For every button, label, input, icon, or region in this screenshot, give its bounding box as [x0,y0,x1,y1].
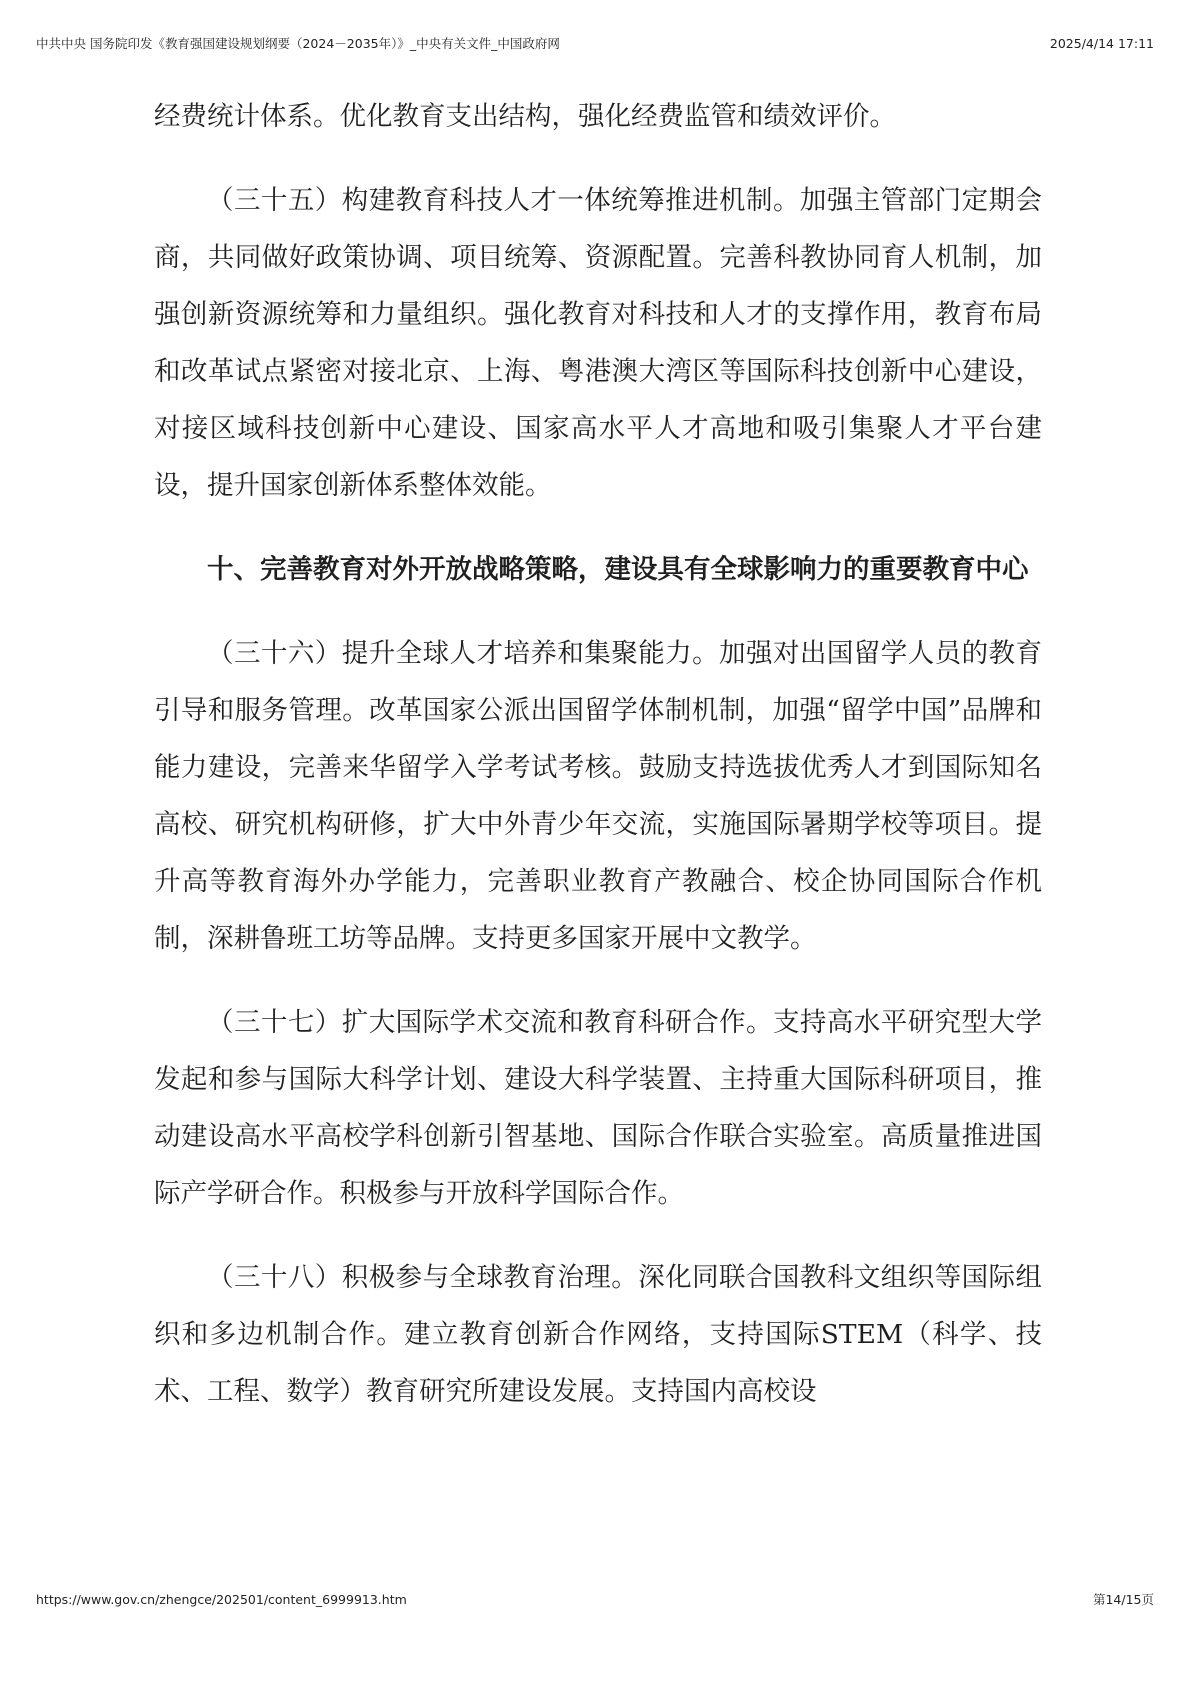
page-number: 第14/15页 [1092,1592,1154,1607]
print-timestamp: 2025/4/14 17:11 [1049,36,1154,51]
paragraph-continuation: 经费统计体系。优化教育支出结构，强化经费监管和绩效评价。 [154,101,896,132]
paragraph-35: （三十五）构建教育科技人才一体统筹推进机制。加强主管部门定期会商，共同做好政策协调、项目统筹、资源配置。完善科教协同育人机制，加强创新资源统筹和力量组织。强化教育对科技和人才的支撑作用，教育布局和改革试点紧密对接北京、上海、粤港澳大湾区等国际科技创新中心建设，对接区域科技创新中心建设、国家高水平人才高地和吸引集聚人才平台建设，提升国家创新体系整体效能。 [154,185,1042,501]
section-heading-10: 十、完善教育对外开放战略策略，建设具有全球影响力的重要教育中心 [207,554,1029,585]
print-footer [36,1592,1154,1608]
paragraph-37: （三十七）扩大国际学术交流和教育科研合作。支持高水平研究型大学发起和参与国际大科学计划、建设大科学装置、主持重大国际科研项目，推动建设高水平高校学科创新引智基地、国际合作联合实验室。高质量推进国际产学研合作。积极参与开放科学国际合作。 [154,1007,1042,1209]
paragraph-38: （三十八）积极参与全球教育治理。深化同联合国教科文组织等国际组织和多边机制合作。建立教育创新合作网络，支持国际STEM（科学、技术、工程、数学）教育研究所建设发展。支持国内高校设 [154,1262,1042,1407]
print-header [36,36,1154,52]
document-title: 中共中央 国务院印发《教育强国建设规划纲要（2024－2035年）》_中央有关文件_中国政府网 [36,36,560,51]
document-body [154,88,1042,1447]
page-url: https://www.gov.cn/zhengce/202501/content_6999913.htm [36,1592,407,1607]
paragraph-36: （三十六）提升全球人才培养和集聚能力。加强对出国留学人员的教育引导和服务管理。改革国家公派出国留学体制机制，加强“留学中国”品牌和能力建设，完善来华留学入学考试考核。鼓励支持选拔优秀人才到国际知名高校、研究机构研修，扩大中外青少年交流，实施国际暑期学校等项目。提升高等教育海外办学能力，完善职业教育产教融合、校企协同国际合作机制，深耕鲁班工坊等品牌。支持更多国家开展中文教学。 [154,638,1042,954]
